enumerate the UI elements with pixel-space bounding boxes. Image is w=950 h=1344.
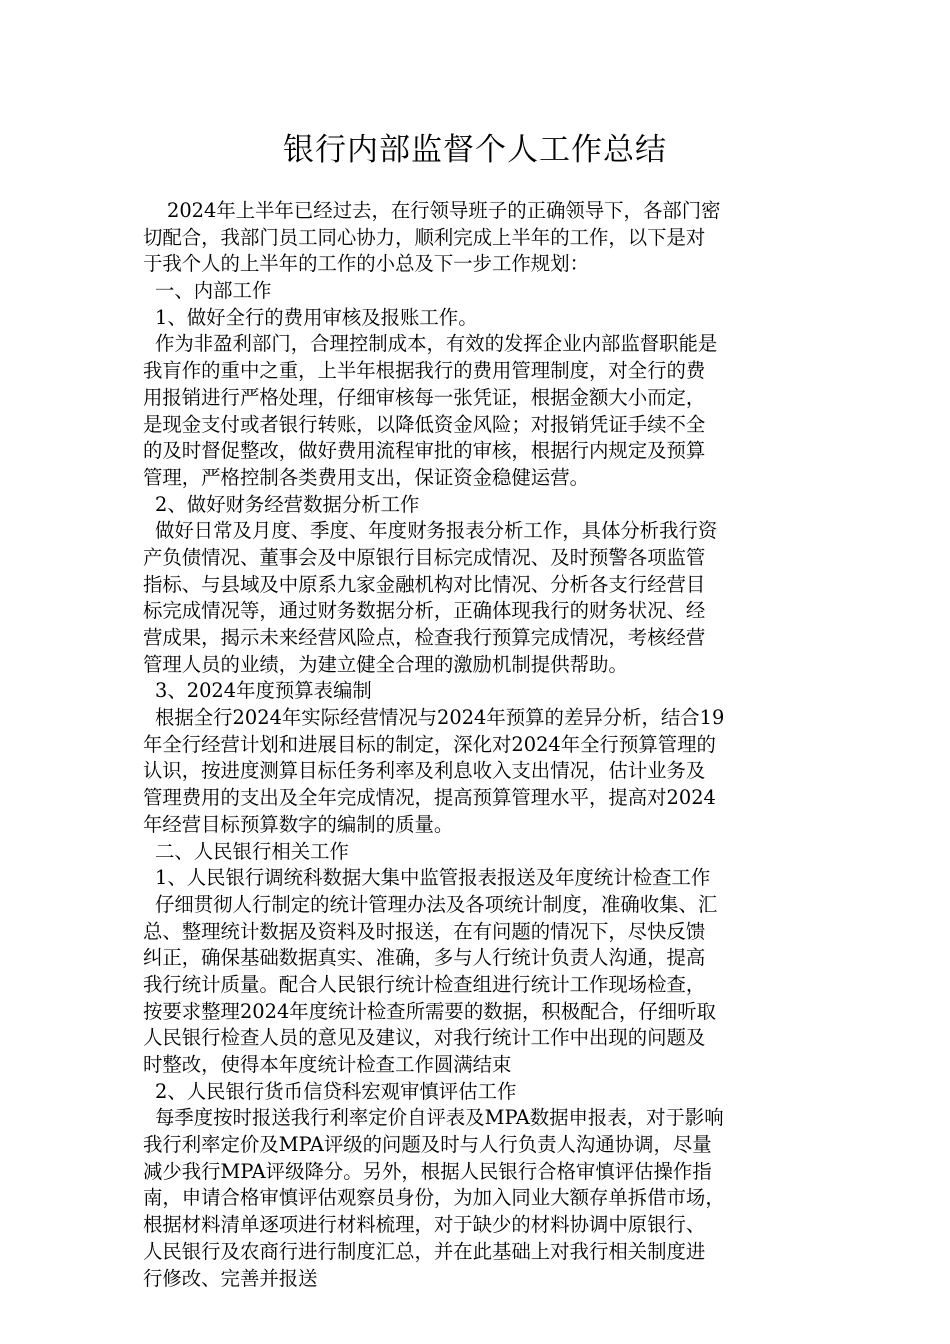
document-title: 银行内部监督个人工作总结 bbox=[283, 132, 667, 168]
body-line: 于我个人的上半年的工作的小总及下一步工作规划： bbox=[143, 252, 589, 276]
body-line: 总、整理统计数据及资料及时报送，在有问题的情况下，尽快反馈 bbox=[143, 919, 706, 943]
body-line: 按要求整理2024年度统计检查所需要的数据，积极配合，仔细听取 bbox=[143, 999, 716, 1023]
body-line: 减少我行MPA评级降分。另外，根据人民银行合格审慎评估操作指 bbox=[143, 1159, 712, 1183]
body-line: 1、做好全行的费用审核及报账工作。 bbox=[155, 305, 478, 329]
body-line: 指标、与县域及中原系九家金融机构对比情况、分析各支行经营目 bbox=[143, 572, 706, 596]
body-line: 仔细贯彻人行制定的统计管理办法及各项统计制度，准确收集、汇 bbox=[155, 892, 718, 916]
body-line: 我行统计质量。配合人民银行统计检查组进行统计工作现场检查， bbox=[143, 972, 706, 996]
body-line: 营成果，揭示未来经营风险点，检查我行预算完成情况，考核经营 bbox=[143, 626, 706, 649]
body-line: 3、2024年度预算表编制 bbox=[155, 679, 372, 703]
body-line: 2024年上半年已经过去，在行领导班子的正确领导下，各部门密 bbox=[167, 199, 721, 222]
body-line: 认识，按进度测算目标任务利率及利息收入支出情况，估计业务及 bbox=[143, 759, 706, 783]
body-line: 切配合，我部门员工同心协力，顺利完成上半年的工作，以下是对 bbox=[143, 225, 706, 249]
body-line: 人民银行及农商行进行制度汇总，并在此基础上对我行相关制度进 bbox=[143, 1239, 706, 1263]
body-line: 作为非盈利部门，合理控制成本，有效的发挥企业内部监督职能是 bbox=[155, 332, 718, 356]
body-line: 纠正，确保基础数据真实、准确，多与人行统计负责人沟通，提高 bbox=[143, 946, 706, 970]
body-line: 年经营目标预算数字的编制的质量。 bbox=[143, 812, 454, 836]
body-line: 做好日常及月度、季度、年度财务报表分析工作，具体分析我行资 bbox=[155, 519, 718, 543]
body-line: 我行利率定价及MPA评级的问题及时与人行负责人沟通协调，尽量 bbox=[143, 1133, 712, 1157]
body-line: 每季度按时报送我行利率定价自评表及MPA数据申报表，对于影响 bbox=[155, 1106, 724, 1130]
body-line: 产负债情况、董事会及中原银行目标完成情况、及时预警各项监管 bbox=[143, 545, 706, 569]
body-line: 管理人员的业绩，为建立健全合理的激励机制提供帮助。 bbox=[143, 652, 628, 676]
body-line: 二、人民银行相关工作 bbox=[155, 839, 349, 863]
body-line: 我肓作的重中之重，上半年根据我行的费用管理制度，对全行的费 bbox=[143, 359, 706, 383]
body-line: 管理，严格控制各类费用支出，保证资金稳健运营。 bbox=[143, 465, 589, 489]
body-line: 时整改，使得本年度统计检查工作圆满结束 bbox=[143, 1053, 512, 1076]
body-line: 2、人民银行货币信贷科宏观审慎评估工作 bbox=[155, 1079, 517, 1103]
body-line: 的及时督促整改，做好费用流程审批的审核，根据行内规定及预算 bbox=[143, 439, 706, 463]
body-line: 人民银行检查人员的意见及建议，对我行统计工作中出现的问题及 bbox=[143, 1026, 706, 1050]
body-line: 年全行经营计划和进展目标的制定，深化对2024年全行预算管理的 bbox=[143, 732, 716, 756]
body-line: 管理费用的支出及全年完成情况，提高预算管理水平，提高对2024 bbox=[143, 786, 716, 810]
body-line: 根据材料清单逐项进行材料梳理，对于缺少的材料协调中原银行、 bbox=[143, 1213, 706, 1237]
body-line: 2、做好财务经营数据分析工作 bbox=[155, 492, 420, 516]
body-line: 用报销进行严格处理，仔细审核每一张凭证，根据金额大小而定， bbox=[143, 385, 706, 409]
body-line: 一、内部工作 bbox=[155, 279, 272, 303]
body-line: 南，申请合格审慎评估观察员身份，为加入同业大额存单拆借市场， bbox=[143, 1186, 725, 1210]
document-body bbox=[143, 198, 825, 1292]
body-line: 标完成情况等，通过财务数据分析，正确体现我行的财务状况、经 bbox=[143, 599, 706, 623]
body-line: 行修改、完善并报送 bbox=[143, 1266, 318, 1290]
body-line: 是现金支付或者银行转账，以降低资金风险；对报销凭证手续不全 bbox=[143, 412, 706, 436]
body-line: 1、人民银行调统科数据大集中监管报表报送及年度统计检查工作 bbox=[155, 866, 711, 890]
body-line: 根据全行2024年实际经营情况与2024年预算的差异分析，结合19 bbox=[155, 706, 725, 730]
